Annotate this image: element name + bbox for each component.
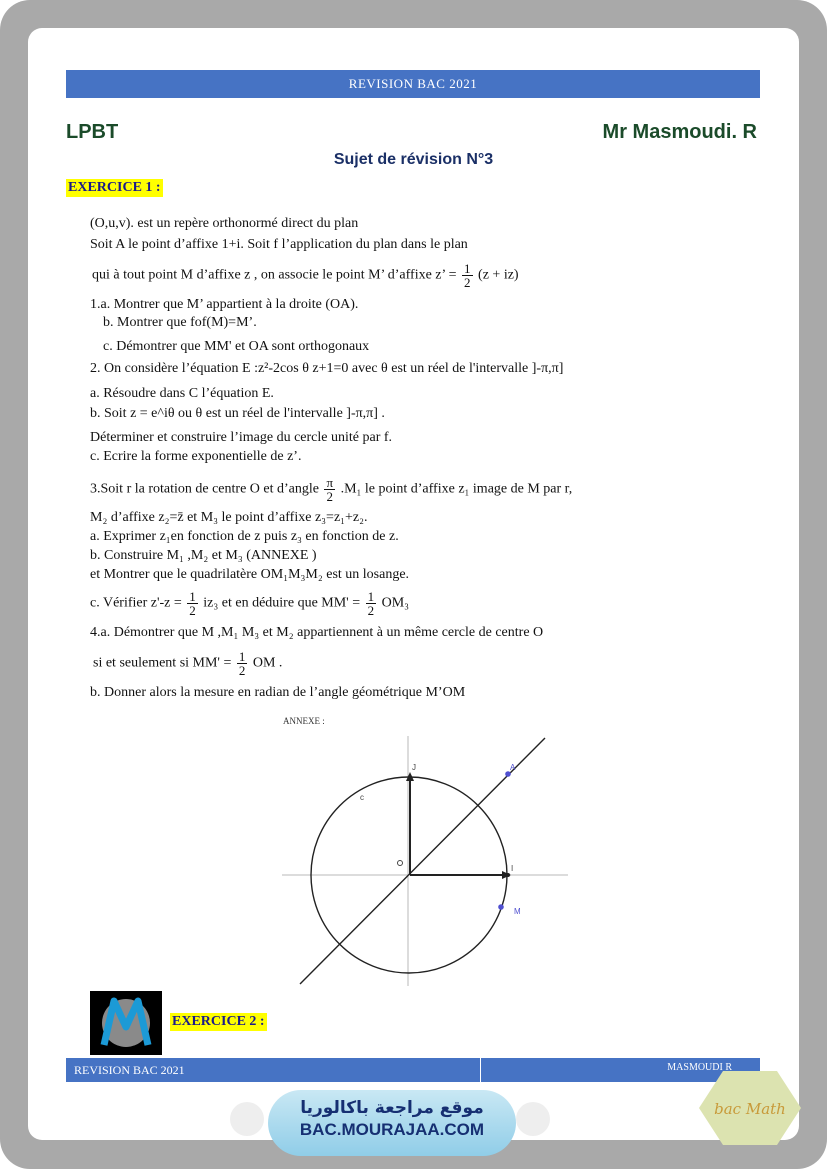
q4a-text-a: si et seulement si MM' = xyxy=(93,655,232,671)
question-3b: b. Construire M₁ ,M₂ et M₃ (ANNEXE ) xyxy=(90,548,317,563)
question-3-line2: M₂ d’affixe z₂=z̄ et M₃ le point d’affixe z₃=z₁+z₂. xyxy=(90,510,368,525)
frac-num: 1 xyxy=(464,261,471,276)
question-1b: b. Montrer que fof(M)=M’. xyxy=(103,315,257,330)
q2b-interval: ]-π,π] xyxy=(346,406,378,421)
frac-num: 1 xyxy=(189,589,196,604)
label-M: M xyxy=(514,907,521,916)
point-M xyxy=(498,904,504,910)
bacmath-badge xyxy=(697,1067,803,1149)
footer-separator xyxy=(480,1058,481,1082)
site-logo-right-icon xyxy=(516,1102,550,1136)
question-1a: 1.a. Montrer que M’ appartient à la droite (OA). xyxy=(90,297,359,312)
question-2 xyxy=(90,360,563,378)
fraction-half-3 xyxy=(366,590,377,617)
frac-num: 1 xyxy=(238,649,246,664)
question-2b xyxy=(90,405,385,423)
subject-title: Sujet de révision N°3 xyxy=(333,151,494,168)
question-1c xyxy=(103,338,369,356)
site-name-arabic: موقع مراجعة باكالوريا xyxy=(300,1098,484,1118)
header-band: REVISION BAC 2021 xyxy=(66,70,760,98)
question-4a: 4.a. Démontrer que M ,M₁ M₃ et M₂ appartiennent à un même cercle de centre O xyxy=(90,625,544,640)
annex-label: ANNEXE : xyxy=(283,716,325,726)
frac-den: 2 xyxy=(464,275,471,290)
fraction-half xyxy=(462,262,473,289)
site-logo-left-icon xyxy=(230,1102,264,1136)
line-frame: (O,u,v). est un repère orthonormé direct du plan xyxy=(90,216,359,231)
question-4b: b. Donner alors la mesure en radian de l’angle géométrique M’OM xyxy=(90,685,466,700)
author-name: Mr Masmoudi. R xyxy=(602,121,757,143)
question-3c xyxy=(90,590,409,617)
frac-den: 2 xyxy=(367,603,375,618)
angle-den: 2 xyxy=(326,489,334,504)
label-A: A xyxy=(510,763,516,772)
author-logo xyxy=(90,991,162,1055)
frac-num: 1 xyxy=(367,589,375,604)
frac-den: 2 xyxy=(238,663,246,678)
annex-figure xyxy=(280,730,570,990)
point-A xyxy=(505,771,511,777)
exercise1-title: EXERCICE 1 : xyxy=(68,180,161,195)
q2b-end: . xyxy=(381,406,385,421)
q3c-text-a: c. Vérifier z'-z = xyxy=(90,595,182,611)
site-url: BAC.MOURAJAA.COM xyxy=(299,1120,485,1139)
q3-text-a: 3.Soit r la rotation de centre O et d’angle xyxy=(90,481,319,497)
q4a-text-b: OM . xyxy=(252,655,283,671)
question-4a-line2 xyxy=(93,650,282,677)
q3c-text-b: iz₃ et en déduire que MM' = xyxy=(203,595,361,611)
q1c-vectors: MM' et OA xyxy=(204,339,269,354)
footer-right: MASMOUDI R xyxy=(667,1062,732,1073)
school-name: LPBT xyxy=(66,121,119,143)
q1c-text-a: c. Démontrer que xyxy=(103,339,201,354)
label-J: J xyxy=(412,763,416,772)
point-O-mark xyxy=(398,861,403,866)
label-I: I xyxy=(511,864,514,873)
map-text: qui à tout point M d’affixe z , on associe le point M’ d’affixe z’ = xyxy=(92,267,457,283)
question-3b-line2: et Montrer que le quadrilatère OM₁M₃M₂ est un losange. xyxy=(90,567,410,582)
q3-text-b: .M₁ le point d’affixe z₁ image de M par r, xyxy=(340,481,573,497)
footer-left: REVISION BAC 2021 xyxy=(74,1063,185,1077)
badge-text: bac Math xyxy=(714,1100,786,1118)
question-3a: a. Exprimer z₁en fonction de z puis z₃ en fonction de z. xyxy=(90,529,399,544)
question-2b-line2: Déterminer et construire l’image du cercle unité par f. xyxy=(90,430,393,445)
label-C: c xyxy=(360,793,364,802)
q1c-text-c: sont orthogonaux xyxy=(271,339,370,354)
fraction-half-2 xyxy=(187,590,198,617)
logo-m-icon xyxy=(90,991,162,1055)
map-expr: (z + iz) xyxy=(478,267,519,283)
question-2a: a. Résoudre dans C l’équation E. xyxy=(90,386,274,401)
exercise2-title: EXERCICE 2 : xyxy=(172,1014,265,1029)
line-map xyxy=(92,262,519,289)
point-J xyxy=(408,775,412,779)
q2b-text: b. Soit z = e^iθ ou θ est un réel de l'intervalle xyxy=(90,406,343,421)
fraction-angle xyxy=(324,476,335,503)
q3c-text-c: OM₃ xyxy=(381,595,410,611)
angle-num: π xyxy=(326,475,334,490)
question-3 xyxy=(90,476,572,503)
footer-band xyxy=(66,1058,760,1082)
question-2c: c. Ecrire la forme exponentielle de z’. xyxy=(90,449,302,464)
frac-den: 2 xyxy=(189,603,196,618)
fraction-half-4 xyxy=(237,650,248,677)
point-I xyxy=(506,873,510,877)
q2-text: 2. On considère l’équation E :z²-2cos θ z+1=0 avec θ est un réel de l'intervalle xyxy=(90,361,529,376)
site-banner[interactable] xyxy=(268,1090,516,1156)
line-def: Soit A le point d’affixe 1+i. Soit f l’application du plan dans le plan xyxy=(90,237,468,252)
q2-interval: ]-π,π] xyxy=(531,361,564,376)
